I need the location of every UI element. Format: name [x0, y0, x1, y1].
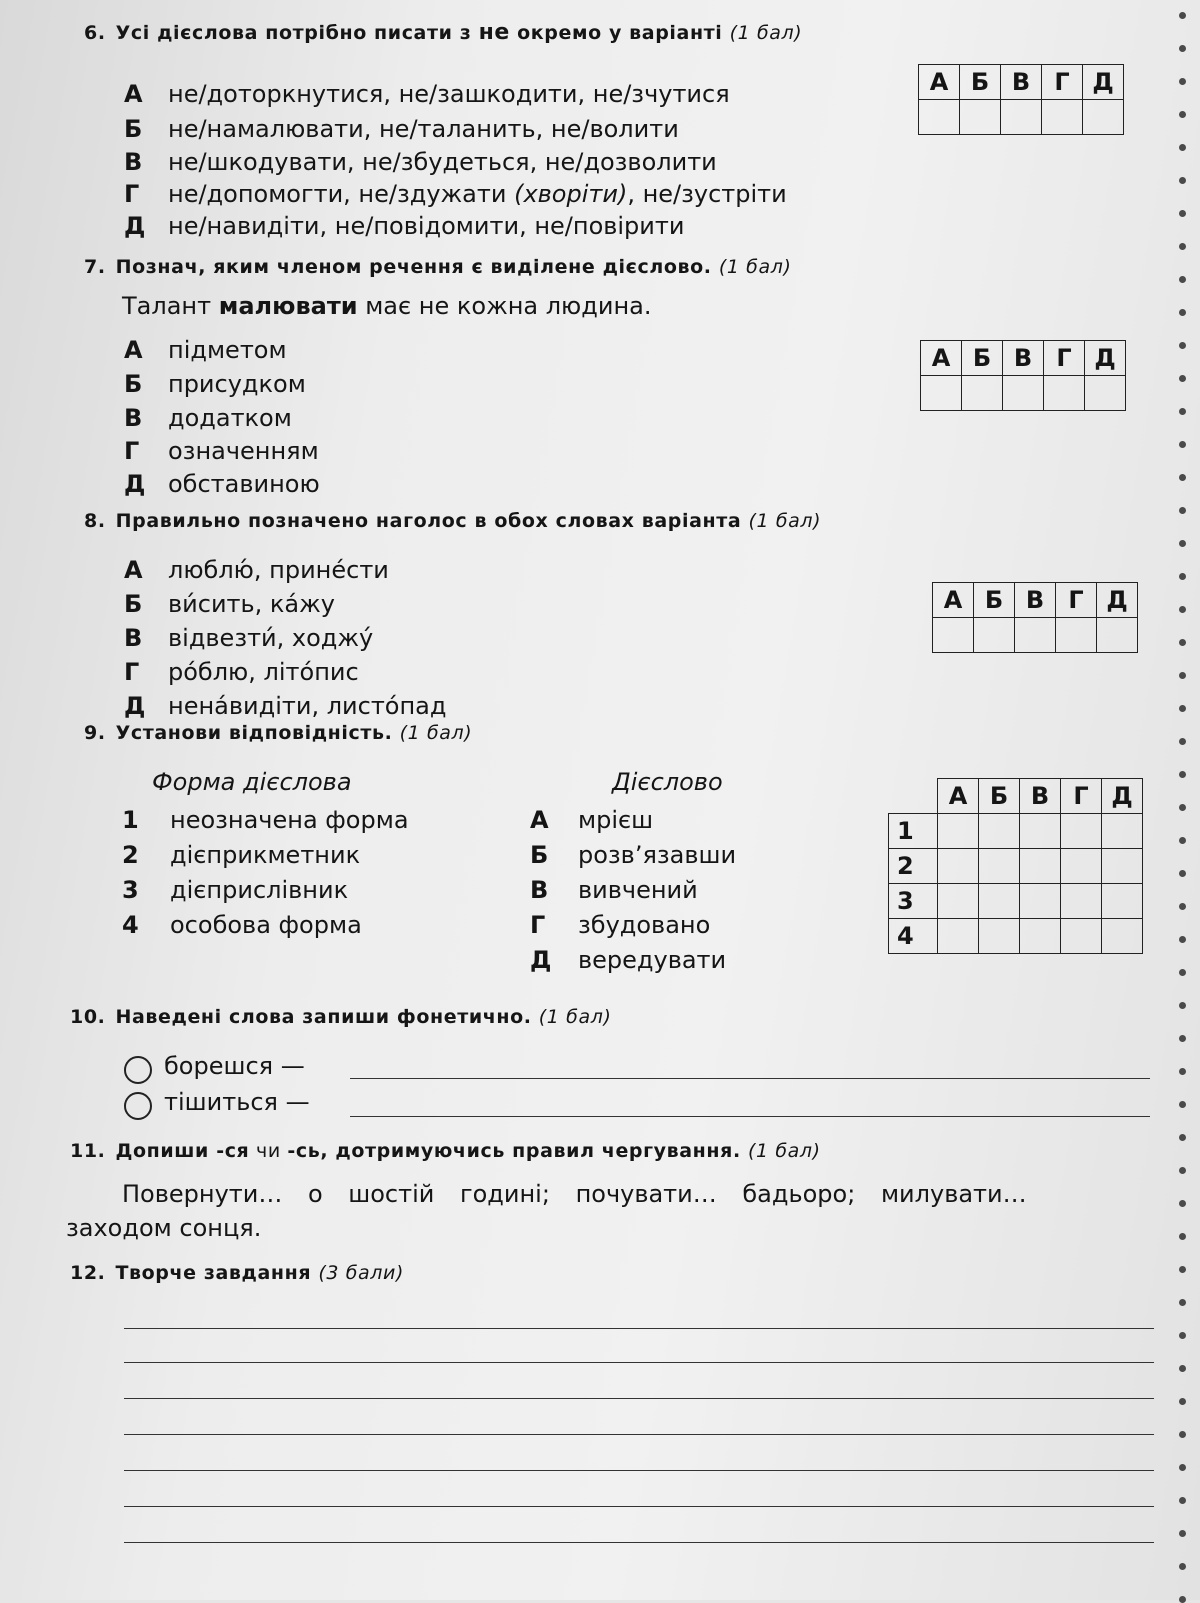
answer-cell-a[interactable] — [919, 100, 960, 135]
answer-cell[interactable] — [938, 919, 979, 954]
q10-word: тішиться — — [164, 1088, 310, 1116]
binding-hole — [1179, 1563, 1186, 1570]
answer-cell[interactable] — [1102, 919, 1143, 954]
q9-right-item: Б розв’язавши — [530, 841, 737, 869]
answer-cell-d[interactable] — [1083, 100, 1124, 135]
answer-cell[interactable] — [979, 814, 1020, 849]
circle-icon — [124, 1056, 152, 1084]
binding-hole — [1179, 738, 1186, 745]
question-9: 9. Установи відповідність. (1 бал) — [84, 722, 473, 744]
answer-cell-g[interactable] — [1056, 618, 1097, 653]
q8-answer-grid: А Б В Г Д — [932, 582, 1138, 653]
binding-hole — [1179, 243, 1186, 250]
spiral-binding — [1170, 0, 1186, 1600]
binding-hole — [1179, 771, 1186, 778]
binding-hole — [1179, 45, 1186, 52]
q9-left-item: 3 дієприслівник — [122, 876, 349, 904]
writing-line[interactable] — [124, 1542, 1154, 1543]
q9-left-heading: Форма дієслова — [152, 768, 352, 796]
binding-hole — [1179, 1167, 1186, 1174]
answer-cell[interactable] — [938, 884, 979, 919]
writing-line[interactable] — [124, 1362, 1154, 1363]
q9-answer-grid: А Б В Г Д 1 2 3 4 — [888, 778, 1143, 954]
writing-line[interactable] — [124, 1506, 1154, 1507]
binding-hole — [1179, 1497, 1186, 1504]
question-11: 11. Допиши -ся чи -сь, дотримуючись правил чергування. (1 бал) — [70, 1140, 821, 1162]
answer-cell[interactable] — [1061, 919, 1102, 954]
binding-hole — [1179, 441, 1186, 448]
binding-hole — [1179, 1002, 1186, 1009]
question-10: 10. Наведені слова запиши фонетично. (1 бал) — [70, 1006, 612, 1028]
answer-cell-b[interactable] — [962, 376, 1003, 411]
question-6: 6. Усі дієслова потрібно писати з не окремо у варіанті (1 бал) — [84, 20, 803, 45]
binding-hole — [1179, 474, 1186, 481]
answer-cell-a[interactable] — [933, 618, 974, 653]
q6-option-d: Д не/навидіти, не/повідомити, не/повірити — [124, 212, 685, 240]
question-7: 7. Познач, яким членом речення є виділене дієслово. (1 бал) — [84, 256, 792, 278]
answer-cell[interactable] — [1020, 814, 1061, 849]
answer-cell-d[interactable] — [1097, 618, 1138, 653]
answer-cell[interactable] — [1061, 849, 1102, 884]
binding-hole — [1179, 210, 1186, 217]
q11-line-1: Повернути… о шостій годині; почувати… бадьоро; милувати… — [122, 1180, 1027, 1208]
binding-hole — [1179, 672, 1186, 679]
binding-hole — [1179, 1299, 1186, 1306]
q7-answer-grid: А Б В Г Д — [920, 340, 1126, 411]
q9-left-item: 2 дієприкметник — [122, 841, 361, 869]
answer-cell[interactable] — [1102, 849, 1143, 884]
answer-cell[interactable] — [1020, 884, 1061, 919]
answer-line[interactable] — [350, 1078, 1150, 1079]
binding-hole — [1179, 1398, 1186, 1405]
binding-hole — [1179, 1266, 1186, 1273]
answer-cell-d[interactable] — [1085, 376, 1126, 411]
answer-cell[interactable] — [938, 849, 979, 884]
writing-line[interactable] — [124, 1434, 1154, 1435]
q9-right-item: В вивчений — [530, 876, 698, 904]
points: (1 бал) — [729, 22, 803, 44]
binding-hole — [1179, 540, 1186, 547]
writing-line[interactable] — [124, 1470, 1154, 1471]
q9-right-heading: Дієслово — [612, 768, 723, 796]
answer-cell[interactable] — [1102, 884, 1143, 919]
binding-hole — [1179, 1530, 1186, 1537]
answer-cell-v[interactable] — [1001, 100, 1042, 135]
q7-option-d: Д обставиною — [124, 470, 320, 498]
answer-cell[interactable] — [979, 919, 1020, 954]
binding-hole — [1179, 606, 1186, 613]
binding-hole — [1179, 276, 1186, 283]
writing-line[interactable] — [124, 1398, 1154, 1399]
q9-right-item: Д вередувати — [530, 946, 727, 974]
answer-cell-g[interactable] — [1042, 100, 1083, 135]
binding-hole — [1179, 804, 1186, 811]
binding-hole — [1179, 342, 1186, 349]
question-8: 8. Правильно позначено наголос в обох словах варіанта (1 бал) — [84, 510, 822, 532]
q8-option-g: Г рóблю, літóпис — [124, 658, 359, 686]
q10-word: борешся — — [164, 1052, 305, 1080]
q7-option-a: А підметом — [124, 336, 287, 364]
answer-cell[interactable] — [1061, 814, 1102, 849]
q6-option-v: В не/шкодувати, не/збудеться, не/дозволити — [124, 148, 717, 176]
question-12: 12. Творче завдання (3 бали) — [70, 1262, 404, 1284]
binding-hole — [1179, 1365, 1186, 1372]
binding-hole — [1179, 936, 1186, 943]
binding-hole — [1179, 309, 1186, 316]
binding-hole — [1179, 375, 1186, 382]
binding-hole — [1179, 111, 1186, 118]
binding-hole — [1179, 408, 1186, 415]
q9-right-item: А мрієш — [530, 806, 654, 834]
q7-option-g: Г означенням — [124, 437, 319, 465]
binding-hole — [1179, 1464, 1186, 1471]
q6-option-g: Г не/допомогти, не/здужати (хворіти), не/зустріти — [124, 180, 787, 208]
q8-option-b: Б ви́сить, кáжу — [124, 590, 335, 618]
binding-hole — [1179, 1068, 1186, 1075]
binding-hole — [1179, 1431, 1186, 1438]
answer-cell-b[interactable] — [974, 618, 1015, 653]
binding-hole — [1179, 1101, 1186, 1108]
q9-right-item: Г збудовано — [530, 911, 711, 939]
answer-cell[interactable] — [1061, 884, 1102, 919]
q8-option-a: А люблю́, принéсти — [124, 556, 389, 584]
q7-option-v: В додатком — [124, 404, 292, 432]
answer-cell[interactable] — [938, 814, 979, 849]
answer-cell-v[interactable] — [1015, 618, 1056, 653]
answer-cell-b[interactable] — [960, 100, 1001, 135]
binding-hole — [1179, 144, 1186, 151]
q6-option-a: А не/доторкнутися, не/зашкодити, не/зчутися — [124, 80, 730, 108]
answer-cell-v[interactable] — [1003, 376, 1044, 411]
q7-sentence: Талант малювати має не кожна людина. — [122, 292, 652, 320]
q8-option-v: В відвезти́, ходжу́ — [124, 624, 374, 652]
binding-hole — [1179, 969, 1186, 976]
binding-hole — [1179, 573, 1186, 580]
answer-line[interactable] — [350, 1116, 1150, 1117]
binding-hole — [1179, 12, 1186, 19]
binding-hole — [1179, 177, 1186, 184]
binding-hole — [1179, 639, 1186, 646]
binding-hole — [1179, 870, 1186, 877]
circle-icon — [124, 1092, 152, 1120]
q6-option-b: Б не/намалювати, не/таланить, не/волити — [124, 115, 679, 143]
answer-cell-a[interactable] — [921, 376, 962, 411]
binding-hole — [1179, 1200, 1186, 1207]
q9-left-item: 4 особова форма — [122, 911, 362, 939]
q6-answer-grid: А Б В Г Д — [918, 64, 1124, 135]
q11-line-2: заходом сонця. — [66, 1214, 262, 1242]
binding-hole — [1179, 837, 1186, 844]
answer-cell-g[interactable] — [1044, 376, 1085, 411]
answer-cell[interactable] — [979, 884, 1020, 919]
binding-hole — [1179, 1035, 1186, 1042]
binding-hole — [1179, 78, 1186, 85]
q9-left-item: 1 неозначена форма — [122, 806, 409, 834]
answer-cell[interactable] — [1102, 814, 1143, 849]
binding-hole — [1179, 507, 1186, 514]
question-number: 6. — [84, 22, 106, 44]
binding-hole — [1179, 1233, 1186, 1240]
answer-cell[interactable] — [1020, 849, 1061, 884]
writing-line[interactable] — [124, 1328, 1154, 1329]
q7-option-b: Б присудком — [124, 370, 306, 398]
binding-hole — [1179, 1332, 1186, 1339]
answer-cell[interactable] — [979, 849, 1020, 884]
binding-hole — [1179, 705, 1186, 712]
binding-hole — [1179, 1134, 1186, 1141]
answer-cell[interactable] — [1020, 919, 1061, 954]
binding-hole — [1179, 903, 1186, 910]
q8-option-d: Д ненáвидіти, листóпад — [124, 692, 447, 720]
